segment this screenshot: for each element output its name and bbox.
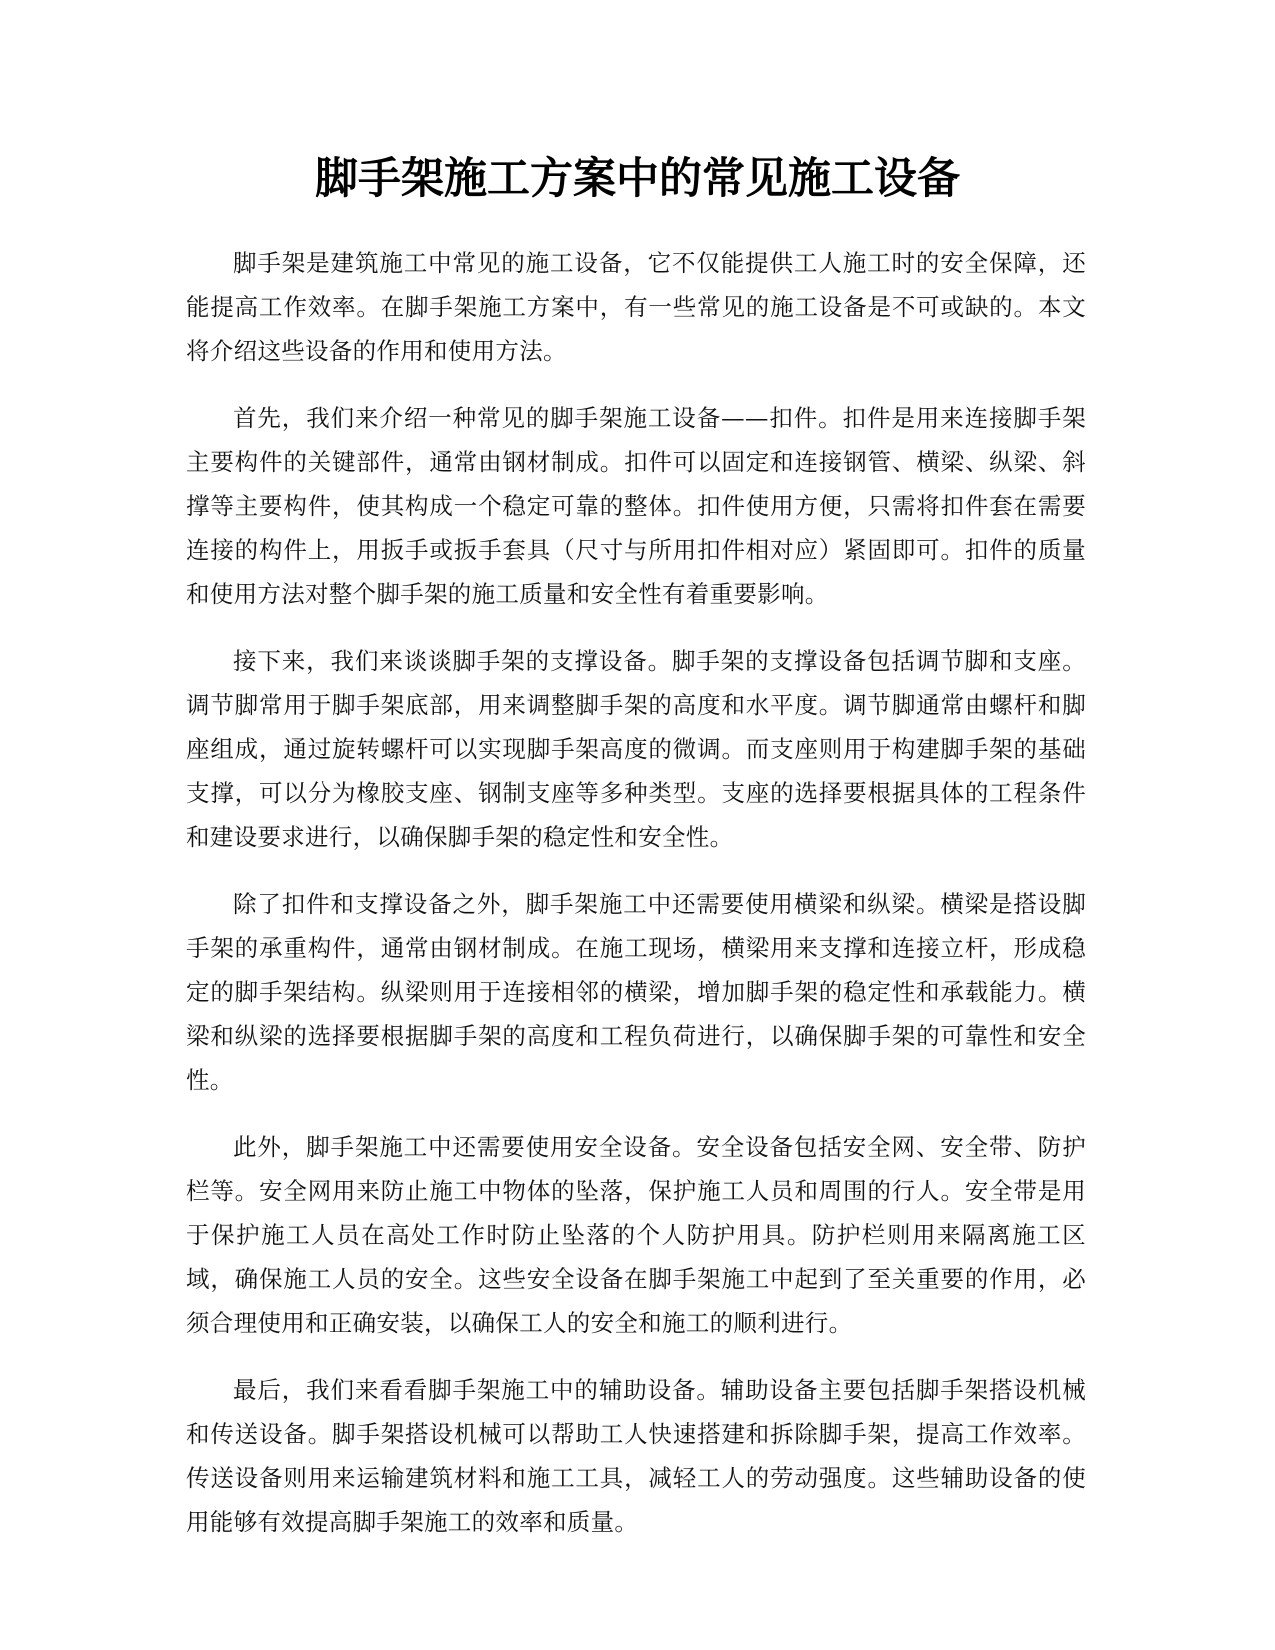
paragraph-2: 首先，我们来介绍一种常见的脚手架施工设备——扣件。扣件是用来连接脚手架主要构件的关键部件，通常由钢材制成。扣件可以固定和连接钢管、横梁、纵梁、斜撑等主要构件，使其构成一个稳定可靠的整体。扣件使用方便，只需将扣件套在需要连接的构件上，用扳手或扳手套具（尺寸与所用扣件相对应）紧固即可。扣件的质量和使用方法对整个脚手架的施工质量和安全性有着重要影响。 bbox=[186, 404, 1086, 608]
paragraph-3: 接下来，我们来谈谈脚手架的支撑设备。脚手架的支撑设备包括调节脚和支座。调节脚常用于脚手架底部，用来调整脚手架的高度和水平度。调节脚通常由螺杆和脚座组成，通过旋转螺杆可以实现脚手架高度的微调。而支座则用于构建脚手架的基础支撑，可以分为橡胶支座、钢制支座等多种类型。支座的选择要根据具体的工程条件和建设要求进行，以确保脚手架的稳定性和安全性。 bbox=[186, 647, 1086, 851]
paragraph-5: 此外，脚手架施工中还需要使用安全设备。安全设备包括安全网、安全带、防护栏等。安全网用来防止施工中物体的坠落，保护施工人员和周围的行人。安全带是用于保护施工人员在高处工作时防止坠落的个人防护用具。防护栏则用来隔离施工区域，确保施工人员的安全。这些安全设备在脚手架施工中起到了至关重要的作用，必须合理使用和正确安装，以确保工人的安全和施工的顺利进行。 bbox=[186, 1133, 1086, 1337]
document-title: 脚手架施工方案中的常见施工设备 bbox=[315, 154, 960, 204]
paragraph-4: 除了扣件和支撑设备之外，脚手架施工中还需要使用横梁和纵梁。横梁是搭设脚手架的承重构件，通常由钢材制成。在施工现场，横梁用来支撑和连接立杆，形成稳定的脚手架结构。纵梁则用于连接相邻的横梁，增加脚手架的稳定性和承载能力。横梁和纵梁的选择要根据脚手架的高度和工程负荷进行，以确保脚手架的可靠性和安全性。 bbox=[186, 890, 1086, 1094]
paragraph-6: 最后，我们来看看脚手架施工中的辅助设备。辅助设备主要包括脚手架搭设机械和传送设备。脚手架搭设机械可以帮助工人快速搭建和拆除脚手架，提高工作效率。传送设备则用来运输建筑材料和施工工具，减轻工人的劳动强度。这些辅助设备的使用能够有效提高脚手架施工的效率和质量。 bbox=[186, 1376, 1086, 1536]
document-body bbox=[186, 241, 1086, 1567]
paragraph-1: 脚手架是建筑施工中常见的施工设备，它不仅能提供工人施工时的安全保障，还能提高工作效率。在脚手架施工方案中，有一些常见的施工设备是不可或缺的。本文将介绍这些设备的作用和使用方法。 bbox=[186, 249, 1086, 365]
